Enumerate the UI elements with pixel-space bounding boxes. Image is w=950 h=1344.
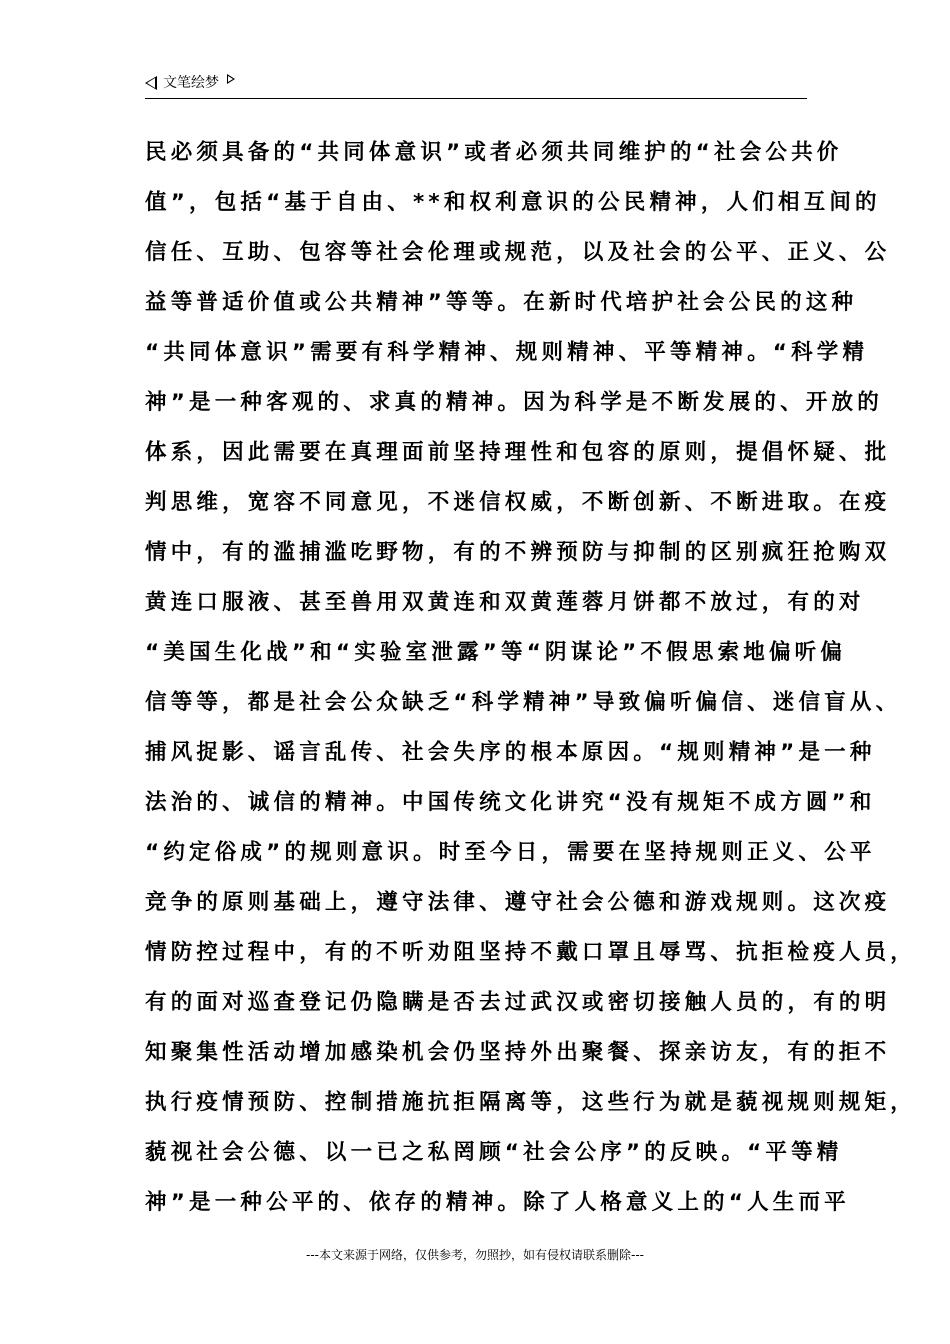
body-line: 神”是一种公平的、依存的精神。除了人格意义上的“人生而平 (145, 1190, 850, 1215)
body-line: “约定俗成”的规则意识。时至今日，需要在坚持规则正义、公平 (145, 840, 876, 865)
right-triangle-icon (227, 74, 235, 84)
left-triangle-icon (145, 76, 157, 90)
body-line: 知聚集性活动增加感染机会仍坚持外出聚餐、探亲访友，有的拒不 (145, 1040, 891, 1065)
body-line: 执行疫情预防、控制措施抗拒隔离等，这些行为就是藐视规则规矩， (145, 1090, 917, 1115)
body-line: 情中，有的滥捕滥吃野物，有的不辨预防与抑制的区别疯狂抢购双 (145, 540, 891, 565)
body-line: 黄连口服液、甚至兽用双黄连和双黄莲蓉月饼都不放过，有的对 (145, 590, 865, 615)
body-line: 信等等，都是社会公众缺乏“科学精神”导致偏听偏信、迷信盲从、 (145, 690, 902, 715)
body-line: “共同体意识”需要有科学精神、规则精神、平等精神。“科学精 (145, 340, 869, 365)
body-line: 判思维，宽容不同意见，不迷信权威，不断创新、不断进取。在疫 (145, 490, 891, 515)
header-brand: 文笔绘梦 (163, 75, 219, 91)
body-line: 竞争的原则基础上，遵守法律、遵守社会公德和游戏规则。这次疫 (145, 890, 891, 915)
body-line: 法治的、诚信的精神。中国传统文化讲究“没有规矩不成方圆”和 (145, 790, 876, 815)
header-brand-group (145, 74, 235, 92)
body-line: 值”，包括“基于自由、**和权利意识的公民精神，人们相互间的 (145, 190, 881, 215)
page-header (145, 70, 807, 99)
body-line: 体系，因此需要在真理面前坚持理性和包容的原则，提倡怀疑、批 (145, 440, 891, 465)
body-line: 藐视社会公德、以一已之私罔顾“社会公序”的反映。“平等精 (145, 1140, 843, 1165)
body-line: 益等普适价值或公共精神”等等。在新时代培护社会公民的这种 (145, 290, 858, 315)
body-line: 捕风捉影、谣言乱传、社会失序的根本原因。“规则精神”是一种 (145, 740, 876, 765)
body-line: 情防控过程中，有的不听劝阻坚持不戴口罩且辱骂、抗拒检疫人员， (145, 940, 917, 965)
body-line: 有的面对巡查登记仍隐瞒是否去过武汉或密切接触人员的，有的明 (145, 990, 891, 1015)
body-line: 民必须具备的“共同体意识”或者必须共同维护的“社会公共价 (145, 140, 843, 165)
body-line: “美国生化战”和“实验室泄露”等“阴谋论”不假思索地偏听偏 (145, 640, 847, 665)
page-footer-notice: ---本文来源于网络，仅供参考，勿照抄，如有侵权请联系删除--- (306, 1248, 644, 1262)
body-line: 神”是一种客观的、求真的精神。因为科学是不断发展的、开放的 (145, 390, 883, 415)
document-body (145, 128, 917, 1228)
body-line: 信任、互助、包容等社会伦理或规范，以及社会的公平、正义、公 (145, 240, 891, 265)
